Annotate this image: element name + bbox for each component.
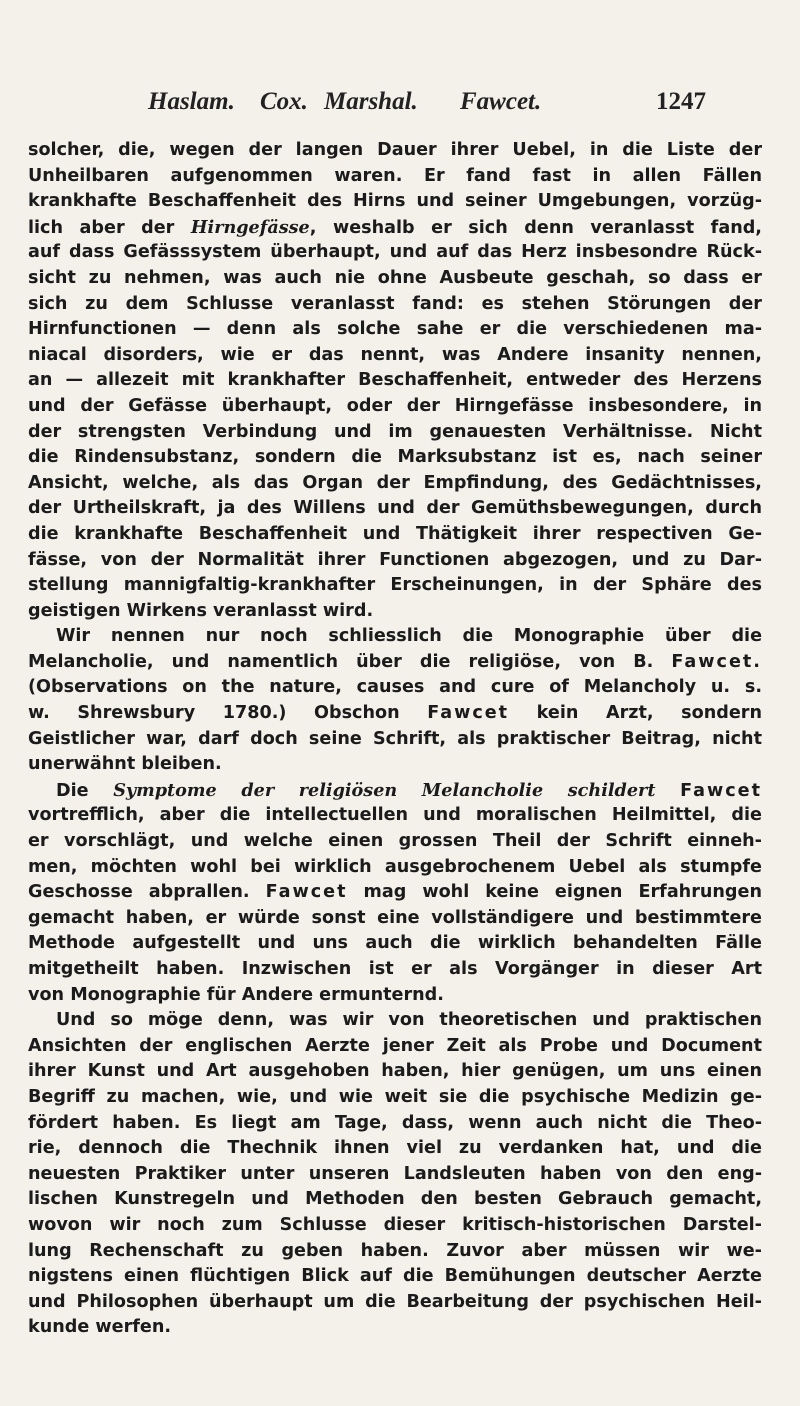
header-name-cox: Cox. [260,88,308,115]
italic-phrase: Symptome der religiösen Melancholie schildert [113,779,656,801]
text-line: die Rindensubstanz, sondern die Marksubstanz ist es, nach seiner [28,447,762,468]
text-line: rie, dennoch die Thechnik ihnen viel zu verdanken hat, und die [28,1138,762,1159]
text-line: lischen Kunstregeln und Methoden den besten Gebrauch gemacht, [28,1189,762,1210]
text-line: sicht zu nehmen, was auch nie ohne Ausbeute geschah, so dass er [28,267,762,288]
text-line: Unheilbaren aufgenommen waren. Er fand fast in allen Fällen [28,165,762,186]
text-line: und der Gefässe überhaupt, oder der Hirngefässe insbesondere, in [28,395,762,416]
text-line: krankhafte Beschaffenheit des Hirns und seiner Umgebungen, vorzüg- [28,191,762,212]
text-line: und Philosophen überhaupt um die Bearbeitung der psychischen Heil- [28,1291,762,1312]
spaced-name: Fawcet [427,703,510,724]
text-line: Hirnfunctionen — denn als solche sahe er die verschiedenen ma- [28,319,762,340]
body-text [28,138,762,1341]
text-line: ihrer Kunst und Art ausgehoben haben, hier genügen, um uns einen [28,1061,762,1082]
text-line: auf dass Gefässsystem überhaupt, und auf das Herz insbesondre Rück- [28,242,762,263]
text-line: neuesten Praktiker unter unseren Landsleuten haben von den eng- [28,1163,762,1184]
text-line: vortrefflich, aber die intellectuellen und moralischen Heilmittel, die [28,805,762,826]
text-line: der strengsten Verbindung und im genauesten Verhältnisse. Nicht [28,421,762,442]
text-line: lich aber der Hirngefässe, weshalb er sich denn veranlasst fand, [28,216,762,238]
text-line: sich zu dem Schlusse veranlasst fand: es stehen Störungen der [28,293,762,314]
text-line: Und so möge denn, was wir von theoretischen und praktischen [56,1010,762,1031]
spaced-name: Fawcet [680,780,762,801]
text-line: nigstens einen flüchtigen Blick auf die Bemühungen deutscher Aerzte [28,1266,762,1287]
italic-phrase: Hirngefässe [190,216,310,238]
text-line: men, möchten wohl bei wirklich ausgebrochenem Uebel als stumpfe [28,856,762,877]
text-line: Wir nennen nur noch schliesslich die Monographie über die [56,626,762,647]
spaced-name: Fawcet [265,882,348,903]
spaced-name: Fawcet. [671,651,762,672]
text-line: fördert haben. Es liegt am Tage, dass, wenn auch nicht die Theo- [28,1112,762,1133]
header-name-fawcet: Fawcet. [460,88,542,115]
running-header [148,88,706,128]
text-line: solcher, die, wegen der langen Dauer ihrer Uebel, in die Liste der [28,140,762,160]
text-line: Melancholie, und namentlich über die religiöse, von B. Fawcet. [28,651,762,672]
text-line: Die Symptome der religiösen Melancholie schildert Fawcet [56,779,762,801]
text-line: der Urtheilskraft, ja des Willens und der Gemüthsbewegungen, durch [28,498,762,519]
text-line: Geistlicher war, darf doch seine Schrift, als praktischer Beitrag, nicht [28,728,762,749]
text-line: Geschosse abprallen. Fawcet mag wohl keine eignen Erfahrungen [28,882,762,903]
text-line: lung Rechenschaft zu geben haben. Zuvor aber müssen wir we- [28,1240,762,1261]
page-number: 1247 [656,88,706,115]
header-name-haslam: Haslam. [148,88,235,115]
text-line: die krankhafte Beschaffenheit und Thätigkeit ihrer respectiven Ge- [28,523,762,544]
text-line: geistigen Wirkens veranlasst wird. [28,600,374,621]
text-line: Begriff zu machen, wie, und wie weit sie die psychische Medizin ge- [28,1086,762,1107]
text-line: fässe, von der Normalität ihrer Functionen abgezogen, und zu Dar- [28,549,762,570]
text-line: Ansicht, welche, als das Organ der Empfindung, des Gedächtnisses, [28,472,762,493]
text-line: er vorschlägt, und welche einen grossen Theil der Schrift einneh- [28,831,762,852]
text-line: (Observations on the nature, causes and cure of Melancholy u. s. [28,677,762,698]
text-line: gemacht haben, er würde sonst eine vollständigere und bestimmtere [28,907,762,928]
header-name-marshal: Marshal. [324,88,418,115]
text-line: Ansichten der englischen Aerzte jener Zeit als Probe und Document [28,1035,762,1056]
text-line: stellung mannigfaltig-krankhafter Erscheinungen, in der Sphäre des [28,575,762,596]
text-line: niacal disorders, wie er das nennt, was Andere insanity nennen, [28,344,762,365]
text-line: w. Shrewsbury 1780.) Obschon Fawcet kein Arzt, sondern [28,703,762,724]
text-line: von Monographie für Andere ermunternd. [28,984,444,1005]
text-line: unerwähnt bleiben. [28,754,222,775]
text-line: wovon wir noch zum Schlusse dieser kritisch-historischen Darstel- [28,1214,762,1235]
text-line: mitgetheilt haben. Inzwischen ist er als Vorgänger in dieser Art [28,959,762,979]
text-line: kunde werfen. [28,1317,172,1338]
text-line: an — allezeit mit krankhafter Beschaffenheit, entweder des Herzens [28,370,762,391]
text-line: Methode aufgestellt und uns auch die wirklich behandelten Fälle [28,933,762,954]
